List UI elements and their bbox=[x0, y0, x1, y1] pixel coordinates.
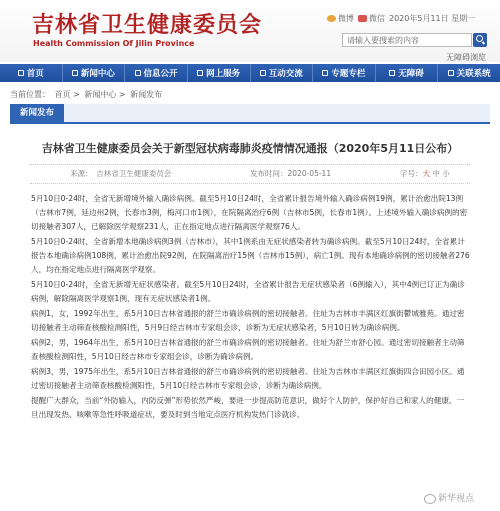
weibo-icon[interactable] bbox=[327, 15, 336, 22]
wechat-icon[interactable] bbox=[358, 15, 367, 22]
article-paragraph: 5月10日0-24时，全省新增本地确诊病例3例（吉林市），其中1例系由无症状感染者转为确诊病例。截至5月10日24时，全省累计报告本地确诊病例108例，累计治愈出院92例，在院隔离治疗15例（吉林市15例），病亡1例。现有本地确诊病例的密切接触者276人，均在指定地点进行隔离医学观察。 bbox=[31, 237, 470, 274]
article-paragraph: 病例3，男，1975年出生，系5月10日吉林省通报的舒兰市确诊病例的密切接触者。住址为吉林市丰满区红旗街四合田园小区。通过密切接触者主动筛查核酸检测阳性，5月10日经吉林市专家组会诊，诊断为确诊病例。 bbox=[31, 367, 465, 390]
section-label: 新闻发布 bbox=[10, 104, 64, 122]
font-size-options[interactable]: 中 小 bbox=[432, 169, 450, 178]
site-logo-cn[interactable]: 吉林省卫生健康委员会 bbox=[32, 13, 263, 38]
watermark-text: 新华视点 bbox=[438, 494, 475, 504]
weibo-link[interactable]: 微博 bbox=[338, 14, 354, 23]
breadcrumb-sep: > bbox=[118, 90, 126, 99]
wechat-link[interactable]: 微信 bbox=[369, 14, 385, 23]
nav-item-interaction[interactable]: 互动交流 bbox=[251, 64, 314, 82]
nav-item-news[interactable]: 新闻中心 bbox=[63, 64, 126, 82]
service-icon bbox=[197, 70, 203, 76]
breadcrumb-release[interactable]: 新闻发布 bbox=[130, 90, 163, 99]
watermark bbox=[424, 491, 474, 504]
font-size-label: 字号： bbox=[400, 169, 423, 178]
breadcrumb-prefix: 当前位置： bbox=[10, 90, 50, 99]
site-logo-en: Health Commission Of Jilin Province bbox=[33, 39, 195, 48]
article-body bbox=[31, 192, 471, 423]
nav-item-systems[interactable]: 关联系统 bbox=[438, 64, 500, 82]
breadcrumb-news[interactable]: 新闻中心 bbox=[84, 90, 117, 99]
current-date: 2020年5月11日 星期一 bbox=[389, 14, 476, 23]
nav-item-disclosure[interactable]: 信息公开 bbox=[125, 64, 188, 82]
main-nav bbox=[0, 64, 500, 82]
nav-item-services[interactable]: 网上服务 bbox=[188, 64, 251, 82]
accessibility-link[interactable]: 无障碍浏览 bbox=[446, 53, 486, 62]
article-date: 发布时间：2020-05-11 bbox=[250, 169, 332, 178]
article-paragraph: 提醒广大群众，当前“外防输入，内防反弹”形势依然严峻，要进一步提高防范意识，做好个人防护，保护好自己和家人的健康。一旦出现发热、咳嗽等急性呼吸道症状，要及时到当地定点医疗机构发热门诊就诊。 bbox=[31, 396, 465, 419]
nav-item-topics[interactable]: 专题专栏 bbox=[313, 64, 376, 82]
breadcrumb-sep: > bbox=[73, 90, 80, 99]
nav-item-accessibility[interactable]: 无障碍 bbox=[376, 64, 439, 82]
article-paragraph: 5月10日0-24时，全省无新增境外输入确诊病例。截至5月10日24时，全省累计报告境外输入确诊病例19例，累计治愈出院13例（吉林市7例，延边州2例，长春市3例，梅河口市1例），在院隔离治疗6例（吉林市5例，长春市1例）。上述境外输入确诊病例的密切接触者307人，已解除医学观察231人，正在指定地点进行隔离医学观察76人。 bbox=[31, 194, 468, 231]
search-icon[interactable] bbox=[473, 33, 487, 47]
article-source: 来源： 吉林省卫生健康委员会 bbox=[70, 169, 172, 178]
news-icon bbox=[72, 70, 78, 76]
interaction-icon bbox=[260, 70, 266, 76]
font-size-control bbox=[400, 165, 450, 183]
section-header bbox=[10, 104, 490, 124]
info-icon bbox=[135, 70, 141, 76]
access-bar bbox=[0, 52, 500, 64]
font-size-large[interactable]: 大 bbox=[422, 169, 430, 178]
topics-icon bbox=[322, 70, 328, 76]
home-icon bbox=[18, 70, 24, 76]
article-paragraph: 病例2，男，1964年出生，系5月10日吉林省通报的舒兰市确诊病例的密切接触者。住址为舒兰市舒心园。通过密切接触者主动筛查核酸检测阳性，5月10日经吉林市专家组会诊，诊断为确诊病例。 bbox=[31, 338, 465, 361]
accessibility-icon bbox=[389, 70, 395, 76]
article-meta bbox=[30, 164, 470, 184]
article-paragraph: 5月10日0-24时，全省无新增无症状感染者。截至5月10日24时，全省累计报告无症状感染者（6例输入），其中4例已订正为确诊病例，解除隔离医学观察1例，现有无症状感染者1例。 bbox=[31, 280, 465, 303]
search-input[interactable]: 请输入要搜索的内容 bbox=[342, 33, 472, 47]
breadcrumb-home[interactable]: 首页 bbox=[54, 90, 71, 99]
article-title: 吉林省卫生健康委员会关于新型冠状病毒肺炎疫情情况通报（2020年5月11日公布） bbox=[41, 142, 459, 155]
nav-item-home[interactable]: 首页 bbox=[0, 64, 63, 82]
systems-icon bbox=[448, 70, 454, 76]
weibo-watermark-icon bbox=[424, 494, 436, 504]
top-links bbox=[327, 13, 479, 24]
article-paragraph: 病例1，女，1992年出生，系5月10日吉林省通报的舒兰市确诊病例的密切接触者。住址为吉林市丰满区红旗街鬱城雅苑。通过密切接触者主动筛查核酸检测阳性，5月9日经吉林市专家组会诊，诊断为无症状感染者，5月10日转为确诊病例。 bbox=[31, 309, 465, 332]
breadcrumb bbox=[10, 89, 162, 100]
